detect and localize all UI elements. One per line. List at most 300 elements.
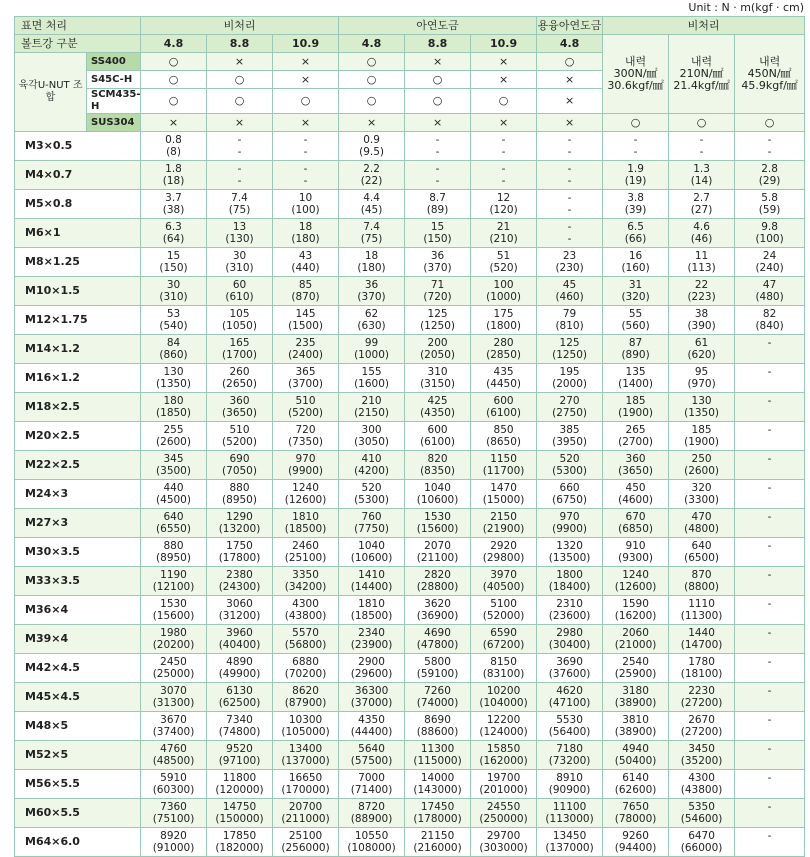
material-label: S45C-H — [87, 71, 141, 89]
torque-nm: 5350 — [688, 801, 715, 813]
table-row — [15, 190, 805, 219]
torque-kgfcm: (860) — [159, 349, 188, 361]
torque-nm: 260 — [229, 366, 250, 378]
torque-kgfcm: (75) — [360, 233, 383, 245]
bolt-size: M27×3 — [15, 509, 141, 538]
torque-kgfcm: (2400) — [288, 349, 323, 361]
torque-nm: 365 — [295, 366, 316, 378]
torque-kgfcm: (9300) — [618, 552, 654, 564]
combo-row — [15, 114, 805, 132]
torque-kgfcm: (137000) — [545, 842, 594, 854]
torque-cell — [471, 509, 537, 538]
torque-cell — [537, 799, 603, 828]
torque-kgfcm: (170000) — [281, 784, 330, 796]
torque-kgfcm: (20200) — [152, 639, 195, 651]
torque-nm: 16 — [628, 250, 643, 262]
table-row — [15, 306, 805, 335]
torque-cell — [471, 741, 537, 770]
torque-cell — [339, 712, 405, 741]
torque-nm: 21150 — [420, 830, 455, 842]
combo-mark: ○ — [537, 53, 603, 71]
torque-cell — [141, 277, 207, 306]
torque-nm: 87 — [628, 337, 643, 349]
torque-kgfcm: (64) — [162, 233, 185, 245]
torque-kgfcm: (25000) — [152, 668, 195, 680]
table-row — [15, 799, 805, 828]
torque-cell — [207, 625, 273, 654]
torque-kgfcm: (104000) — [479, 697, 528, 709]
torque-cell — [141, 770, 207, 799]
torque-cell — [537, 828, 603, 857]
surface-row — [15, 17, 805, 35]
torque-kgfcm: (6100) — [486, 407, 522, 419]
torque-kgfcm: (34200) — [284, 581, 327, 593]
torque-nm: 8720 — [358, 801, 385, 813]
torque-nm: 5100 — [490, 598, 517, 610]
torque-kgfcm: (29800) — [482, 552, 525, 564]
bolt-size: M6×1 — [15, 219, 141, 248]
torque-cell — [273, 741, 339, 770]
torque-cell — [339, 451, 405, 480]
torque-cell — [603, 567, 669, 596]
torque-nm: 1440 — [688, 627, 715, 639]
torque-kgfcm: (150) — [159, 262, 188, 274]
torque-kgfcm: (162000) — [479, 755, 528, 767]
torque-nm: 15 — [166, 250, 181, 262]
torque-cell — [537, 364, 603, 393]
torque-cell — [339, 799, 405, 828]
torque-kgfcm: (14400) — [350, 581, 393, 593]
torque-cell — [273, 364, 339, 393]
torque-cell — [141, 712, 207, 741]
torque-cell — [669, 625, 735, 654]
torque-cell — [405, 567, 471, 596]
torque-cell — [207, 335, 273, 364]
torque-cell — [735, 799, 805, 828]
torque-kgfcm: (16200) — [614, 610, 657, 622]
torque-nm: 2340 — [358, 627, 385, 639]
torque-kgfcm — [735, 668, 804, 680]
torque-cell — [405, 248, 471, 277]
torque-nm: 12200 — [486, 714, 521, 726]
torque-cell — [405, 277, 471, 306]
torque-kgfcm: (47100) — [548, 697, 591, 709]
torque-nm: 7340 — [226, 714, 253, 726]
torque-cell — [537, 335, 603, 364]
torque-nm: 62 — [364, 308, 379, 320]
torque-cell — [603, 596, 669, 625]
torque-nm: 0.8 — [165, 134, 182, 146]
torque-cell — [405, 190, 471, 219]
torque-cell — [141, 799, 207, 828]
torque-kgfcm: (150000) — [215, 813, 264, 825]
torque-cell — [471, 683, 537, 712]
torque-nm: 670 — [625, 511, 646, 523]
torque-cell — [735, 393, 805, 422]
torque-nm: 1240 — [292, 482, 319, 494]
torque-cell — [537, 393, 603, 422]
torque-nm: 100 — [493, 279, 514, 291]
bolt-size: M24×3 — [15, 480, 141, 509]
torque-cell — [207, 277, 273, 306]
torque-cell — [405, 161, 471, 190]
torque-kgfcm: (49900) — [218, 668, 261, 680]
torque-nm: 1750 — [226, 540, 253, 552]
resistance-cell: 내력 300N/㎟ 30.6kgf/㎟ — [603, 35, 669, 114]
torque-nm: 2820 — [424, 569, 451, 581]
torque-nm: - — [767, 656, 772, 668]
combo-mark: ○ — [339, 71, 405, 89]
torque-nm: 145 — [295, 308, 316, 320]
torque-cell — [207, 654, 273, 683]
bolt-size: M20×2.5 — [15, 422, 141, 451]
torque-cell — [537, 625, 603, 654]
torque-kgfcm: (18500) — [284, 523, 327, 535]
torque-cell — [405, 335, 471, 364]
torque-cell — [471, 364, 537, 393]
torque-kgfcm: (19) — [624, 175, 647, 187]
torque-cell — [735, 538, 805, 567]
torque-cell — [735, 335, 805, 364]
torque-nm: 2540 — [622, 656, 649, 668]
torque-kgfcm: (28800) — [416, 581, 459, 593]
torque-kgfcm: - — [767, 146, 772, 158]
torque-kgfcm: (18100) — [680, 668, 723, 680]
torque-nm: 10550 — [354, 830, 389, 842]
torque-cell — [207, 567, 273, 596]
torque-nm: 17850 — [222, 830, 257, 842]
torque-cell — [537, 683, 603, 712]
torque-cell — [339, 364, 405, 393]
torque-kgfcm: (870) — [291, 291, 320, 303]
torque-nm: 1240 — [622, 569, 649, 581]
torque-nm: 1590 — [622, 598, 649, 610]
torque-nm: 11800 — [222, 772, 257, 784]
torque-nm: 185 — [691, 424, 712, 436]
torque-kgfcm: (15600) — [416, 523, 459, 535]
torque-cell — [273, 335, 339, 364]
torque-nm: - — [767, 540, 772, 552]
torque-kgfcm: (250000) — [479, 813, 528, 825]
torque-cell — [339, 161, 405, 190]
torque-kgfcm: (810) — [555, 320, 584, 332]
torque-nm: 3620 — [424, 598, 451, 610]
table-row — [15, 219, 805, 248]
torque-kgfcm: (74000) — [416, 697, 459, 709]
torque-cell — [207, 712, 273, 741]
torque-cell — [273, 538, 339, 567]
torque-kgfcm: (75100) — [152, 813, 195, 825]
torque-kgfcm — [735, 436, 804, 448]
torque-kgfcm: (113) — [687, 262, 716, 274]
torque-kgfcm: (9900) — [288, 465, 323, 477]
torque-kgfcm: (43800) — [284, 610, 327, 622]
torque-nm: 200 — [427, 337, 448, 349]
torque-cell — [207, 770, 273, 799]
table-row — [15, 161, 805, 190]
combo-mark: ○ — [339, 53, 405, 71]
torque-cell — [471, 480, 537, 509]
torque-kgfcm: (2000) — [552, 378, 588, 390]
torque-nm: 2230 — [688, 685, 715, 697]
combo-mark: × — [471, 114, 537, 132]
torque-cell — [603, 451, 669, 480]
torque-kgfcm: (89) — [426, 204, 449, 216]
torque-cell — [471, 654, 537, 683]
table-row — [15, 509, 805, 538]
surface-label: 표면 처리 — [15, 17, 141, 35]
torque-kgfcm: (18) — [162, 175, 185, 187]
bolt-size: M60×5.5 — [15, 799, 141, 828]
torque-cell — [339, 335, 405, 364]
torque-kgfcm: (66) — [624, 233, 647, 245]
torque-nm: 440 — [163, 482, 184, 494]
torque-cell — [273, 277, 339, 306]
torque-nm: 6590 — [490, 627, 517, 639]
torque-cell — [141, 480, 207, 509]
torque-nm: 9520 — [226, 743, 253, 755]
torque-cell — [339, 393, 405, 422]
torque-kgfcm: (22) — [360, 175, 383, 187]
torque-kgfcm: (56800) — [284, 639, 327, 651]
bolt-size: M18×2.5 — [15, 393, 141, 422]
torque-kgfcm: (43800) — [680, 784, 723, 796]
torque-cell — [537, 132, 603, 161]
torque-nm: 3960 — [226, 627, 253, 639]
torque-cell — [405, 625, 471, 654]
torque-kgfcm — [735, 407, 804, 419]
torque-cell — [405, 219, 471, 248]
torque-cell — [273, 161, 339, 190]
torque-kgfcm: (37400) — [152, 726, 195, 738]
torque-nm: 3060 — [226, 598, 253, 610]
torque-nm: 13450 — [552, 830, 587, 842]
torque-kgfcm: (480) — [755, 291, 784, 303]
torque-kgfcm: (201000) — [479, 784, 528, 796]
torque-table — [14, 16, 805, 857]
torque-nm: - — [435, 163, 440, 175]
torque-cell — [669, 480, 735, 509]
torque-kgfcm: (25100) — [284, 552, 327, 564]
torque-cell — [669, 567, 735, 596]
torque-kgfcm: (46) — [690, 233, 713, 245]
torque-nm: 7000 — [358, 772, 385, 784]
torque-cell — [207, 161, 273, 190]
torque-kgfcm: (256000) — [281, 842, 330, 854]
torque-kgfcm: (40500) — [482, 581, 525, 593]
torque-cell — [339, 654, 405, 683]
torque-nm: - — [767, 453, 772, 465]
torque-nm: 7.4 — [363, 221, 380, 233]
bolt-size: M8×1.25 — [15, 248, 141, 277]
combo-mark: × — [405, 114, 471, 132]
table-row — [15, 596, 805, 625]
torque-cell — [273, 509, 339, 538]
combo-mark: × — [273, 71, 339, 89]
torque-cell — [207, 683, 273, 712]
torque-nm: 82 — [762, 308, 777, 320]
torque-kgfcm: (2750) — [552, 407, 588, 419]
torque-kgfcm: (108000) — [347, 842, 396, 854]
torque-kgfcm: (62600) — [614, 784, 657, 796]
torque-kgfcm: (12100) — [152, 581, 195, 593]
torque-cell — [471, 219, 537, 248]
torque-kgfcm: (1400) — [618, 378, 654, 390]
torque-kgfcm: (1350) — [684, 407, 720, 419]
torque-cell — [603, 770, 669, 799]
torque-cell — [603, 799, 669, 828]
torque-nm: 4300 — [292, 598, 319, 610]
torque-kgfcm: (8350) — [420, 465, 455, 477]
torque-nm: - — [767, 627, 772, 639]
torque-cell — [669, 509, 735, 538]
torque-kgfcm: (52000) — [482, 610, 525, 622]
torque-cell — [669, 451, 735, 480]
torque-kgfcm — [735, 610, 804, 622]
torque-kgfcm: (8950) — [156, 552, 191, 564]
torque-cell — [735, 190, 805, 219]
torque-kgfcm: (178000) — [413, 813, 462, 825]
torque-nm: 2.7 — [693, 192, 710, 204]
torque-nm: 820 — [427, 453, 448, 465]
torque-nm: 4350 — [358, 714, 385, 726]
torque-nm: 6880 — [292, 656, 319, 668]
torque-nm: 31 — [628, 279, 643, 291]
torque-cell — [669, 190, 735, 219]
torque-cell — [537, 451, 603, 480]
table-row — [15, 248, 805, 277]
torque-kgfcm: (720) — [423, 291, 452, 303]
torque-nm: 2460 — [292, 540, 319, 552]
table-row — [15, 335, 805, 364]
torque-cell — [669, 538, 735, 567]
torque-kgfcm: (7050) — [222, 465, 257, 477]
torque-kgfcm: (14700) — [680, 639, 723, 651]
torque-cell — [537, 219, 603, 248]
torque-kgfcm: (27200) — [680, 726, 723, 738]
torque-kgfcm: (78000) — [614, 813, 657, 825]
torque-cell — [669, 596, 735, 625]
torque-nm: 1.8 — [165, 163, 182, 175]
torque-nm: 5530 — [556, 714, 583, 726]
torque-cell — [405, 422, 471, 451]
torque-cell — [273, 219, 339, 248]
torque-nm: 1980 — [160, 627, 187, 639]
torque-nm: 1150 — [490, 453, 517, 465]
torque-cell — [207, 828, 273, 857]
torque-nm: 8.7 — [429, 192, 446, 204]
torque-kgfcm: (970) — [687, 378, 716, 390]
bolt-size: M42×4.5 — [15, 654, 141, 683]
torque-cell — [471, 799, 537, 828]
group-untreated-sus: 비처리 — [603, 17, 805, 35]
torque-cell — [273, 828, 339, 857]
torque-nm: 13 — [232, 221, 247, 233]
bolt-size: M22×2.5 — [15, 451, 141, 480]
combo-mark: × — [141, 114, 207, 132]
torque-cell — [603, 509, 669, 538]
combo-mark: × — [471, 71, 537, 89]
torque-kgfcm: (210) — [489, 233, 518, 245]
torque-kgfcm: - — [501, 175, 506, 187]
table-row — [15, 625, 805, 654]
torque-cell — [141, 828, 207, 857]
torque-nm: 175 — [493, 308, 514, 320]
torque-kgfcm: (3650) — [618, 465, 654, 477]
torque-nm: 18 — [298, 221, 313, 233]
torque-nm: 15 — [430, 221, 445, 233]
torque-cell — [537, 480, 603, 509]
torque-kgfcm — [735, 784, 804, 796]
torque-cell — [141, 451, 207, 480]
torque-kgfcm: (3700) — [288, 378, 323, 390]
torque-kgfcm — [735, 349, 804, 361]
torque-nm: 11100 — [552, 801, 587, 813]
torque-kgfcm: (8950) — [222, 494, 257, 506]
torque-nm: - — [767, 801, 772, 813]
resistance-cell: 내력 210N/㎟ 21.4kgf/㎟ — [669, 35, 735, 114]
table-row — [15, 683, 805, 712]
torque-nm: 880 — [163, 540, 184, 552]
torque-cell — [273, 799, 339, 828]
torque-nm: 60 — [232, 279, 247, 291]
torque-nm: - — [767, 134, 772, 146]
torque-kgfcm: (1600) — [354, 378, 389, 390]
torque-cell — [735, 306, 805, 335]
torque-cell — [141, 741, 207, 770]
torque-kgfcm: (88600) — [416, 726, 459, 738]
torque-kgfcm: (6750) — [552, 494, 588, 506]
torque-nm: - — [237, 134, 242, 146]
torque-nm: 36300 — [354, 685, 389, 697]
torque-nm: 3070 — [160, 685, 187, 697]
torque-cell — [735, 741, 805, 770]
torque-cell — [405, 480, 471, 509]
torque-kgfcm: (38900) — [614, 726, 657, 738]
torque-nm: 2150 — [490, 511, 517, 523]
grade-cell: 8.8 — [207, 35, 273, 53]
torque-cell — [339, 770, 405, 799]
torque-cell — [471, 596, 537, 625]
torque-kgfcm: (2600) — [684, 465, 720, 477]
torque-nm: 185 — [625, 395, 646, 407]
torque-nm: 4890 — [226, 656, 253, 668]
torque-kgfcm: (24300) — [218, 581, 261, 593]
torque-cell — [669, 306, 735, 335]
torque-nm: 1800 — [556, 569, 583, 581]
torque-cell — [603, 480, 669, 509]
torque-kgfcm: (36900) — [416, 610, 459, 622]
torque-nm: 385 — [559, 424, 580, 436]
torque-nm: 1190 — [160, 569, 187, 581]
torque-nm: 360 — [625, 453, 646, 465]
torque-nm: 870 — [691, 569, 712, 581]
torque-nm: 8910 — [556, 772, 583, 784]
torque-nm: 3.8 — [627, 192, 644, 204]
torque-kgfcm: (57500) — [350, 755, 393, 767]
torque-cell — [735, 712, 805, 741]
torque-nm: 310 — [427, 366, 448, 378]
torque-nm: 300 — [361, 424, 382, 436]
torque-cell — [405, 683, 471, 712]
torque-kgfcm: (21900) — [482, 523, 525, 535]
torque-kgfcm: (50400) — [614, 755, 657, 767]
torque-nm: 125 — [559, 337, 580, 349]
torque-cell — [603, 393, 669, 422]
torque-nm: 11 — [694, 250, 709, 262]
torque-nm: 3970 — [490, 569, 517, 581]
grade-cell: 8.8 — [405, 35, 471, 53]
